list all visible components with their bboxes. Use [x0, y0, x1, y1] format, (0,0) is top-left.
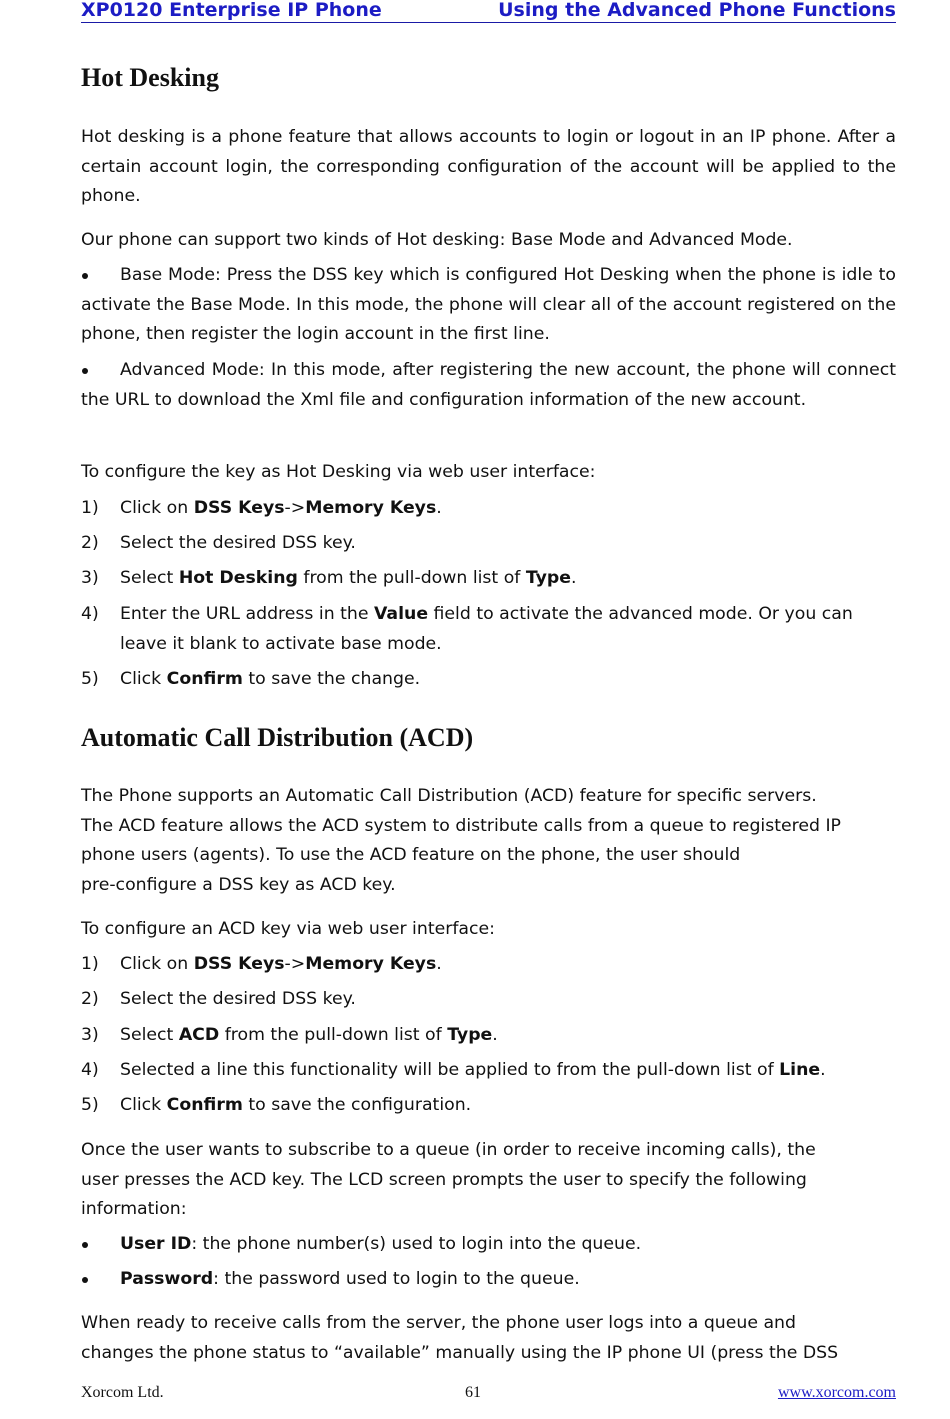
memory-keys-menu-label: Memory Keys: [305, 498, 437, 518]
acd-step-1: 1) Click on DSS Keys->Memory Keys.: [81, 950, 896, 980]
step-text: Select the desired DSS key.: [120, 989, 356, 1009]
hot-desking-step-4: 4) Enter the URL address in the Value field to activate the advanced mode. Or you can leave it blank to activate base mode.: [81, 600, 896, 659]
line-field-label: Line: [779, 1060, 821, 1080]
confirm-button-label: Confirm: [166, 1095, 243, 1115]
acd-step-5: 5) Click Confirm to save the configuration.: [81, 1091, 896, 1121]
acd-step-4: 4) Selected a line this functionality will be applied to from the pull-down list of Line.: [81, 1056, 896, 1086]
type-field-label: Type: [525, 568, 571, 588]
acd-subscribe-paragraph: [81, 1136, 896, 1225]
step-number: 3): [81, 1025, 99, 1045]
paragraph-line: information:: [81, 1199, 187, 1219]
step-number: 1): [81, 498, 99, 518]
acd-intro-line: The ACD feature allows the ACD system to distribute calls from a queue to registered IP: [81, 815, 841, 836]
step-number: 3): [81, 568, 99, 588]
list-item-base-mode: [81, 261, 896, 350]
list-item-password: [81, 1265, 896, 1295]
step-number: 2): [81, 533, 99, 553]
step-number: 2): [81, 989, 99, 1009]
hot-desking-step-3: 3) Select Hot Desking from the pull-down list of Type.: [81, 564, 896, 594]
hot-desking-modes-intro: Our phone can support two kinds of Hot desking: Base Mode and Advanced Mode.: [81, 230, 793, 250]
dss-keys-menu-label: DSS Keys: [193, 954, 285, 974]
acd-intro-line: phone users (agents). To use the ACD feature on the phone, the user should: [81, 845, 741, 865]
hot-desking-step-1: 1) Click on DSS Keys->Memory Keys.: [81, 494, 896, 524]
step-number: 1): [81, 954, 99, 974]
user-id-label: User ID: [120, 1234, 192, 1254]
acd-option-label: ACD: [178, 1025, 220, 1045]
value-field-label: Value: [374, 604, 429, 624]
footer-company: Xorcom Ltd.: [81, 1384, 164, 1401]
hot-desking-configure-intro: To configure the key as Hot Desking via web user interface:: [81, 462, 596, 482]
step-number: 4): [81, 604, 99, 624]
paragraph-line: changes the phone status to “available” manually using the IP phone UI (press the DSS: [81, 1342, 839, 1363]
hot-desking-heading: Hot Desking: [81, 63, 219, 92]
running-header: [81, 0, 896, 23]
hot-desking-option-label: Hot Desking: [178, 568, 298, 588]
hot-desking-step-5: 5) Click Confirm to save the change.: [81, 665, 896, 695]
step-number: 5): [81, 1095, 99, 1115]
password-description: : the password used to login to the queue.: [213, 1269, 580, 1289]
type-field-label: Type: [447, 1025, 493, 1045]
hot-desking-step-2: [81, 529, 896, 559]
dss-keys-menu-label: DSS Keys: [193, 498, 285, 518]
memory-keys-menu-label: Memory Keys: [305, 954, 437, 974]
list-item-user-id: [81, 1230, 896, 1260]
acd-step-3: 3) Select ACD from the pull-down list of Type.: [81, 1021, 896, 1051]
acd-intro: [81, 782, 896, 900]
acd-configure-intro: To configure an ACD key via web user interface:: [81, 919, 495, 939]
step-number: 4): [81, 1060, 99, 1080]
paragraph-line: user presses the ACD key. The LCD screen prompts the user to specify the following: [81, 1169, 807, 1190]
user-id-description: : the phone number(s) used to login into the queue.: [191, 1234, 642, 1254]
acd-intro-line: pre-configure a DSS key as ACD key.: [81, 874, 396, 895]
acd-ready-paragraph: [81, 1309, 896, 1368]
step-text: Select the desired DSS key.: [120, 533, 356, 553]
bullet-icon: [82, 1277, 88, 1283]
header-chapter-title: Using the Advanced Phone Functions: [498, 0, 896, 21]
acd-intro-line: The Phone supports an Automatic Call Distribution (ACD) feature for specific servers.: [81, 786, 817, 806]
bullet-icon: [82, 1242, 88, 1248]
paragraph-line: When ready to receive calls from the server, the phone user logs into a queue and: [81, 1313, 796, 1333]
page-footer: [81, 1384, 896, 1404]
paragraph-line: Once the user wants to subscribe to a queue (in order to receive incoming calls), the: [81, 1140, 816, 1160]
base-mode-text: Base Mode: Press the DSS key which is configured Hot Desking when the phone is idle to activate the Base Mode. In this mode, the phone will clear all of the account registered on the phone, then register the login account in the first line.: [81, 265, 896, 344]
list-item-advanced-mode: [81, 356, 896, 415]
confirm-button-label: Confirm: [166, 669, 243, 689]
step-number: 5): [81, 669, 99, 689]
header-product-title: XP0120 Enterprise IP Phone: [81, 0, 382, 21]
bullet-icon: [82, 368, 88, 374]
page-number: 61: [465, 1384, 481, 1401]
acd-step-2: [81, 985, 896, 1015]
footer-website-link[interactable]: www.xorcom.com: [777, 1384, 896, 1401]
bullet-icon: [82, 273, 88, 279]
acd-heading: Automatic Call Distribution (ACD): [81, 723, 474, 752]
password-label: Password: [120, 1269, 214, 1289]
hot-desking-intro: Hot desking is a phone feature that allows accounts to login or logout in an IP phone. After a certain account login, the corresponding configuration of the account will be applied to the phone.: [81, 127, 896, 206]
advanced-mode-text: Advanced Mode: In this mode, after registering the new account, the phone will connect the URL to download the Xml file and configuration information of the new account.: [81, 360, 896, 410]
